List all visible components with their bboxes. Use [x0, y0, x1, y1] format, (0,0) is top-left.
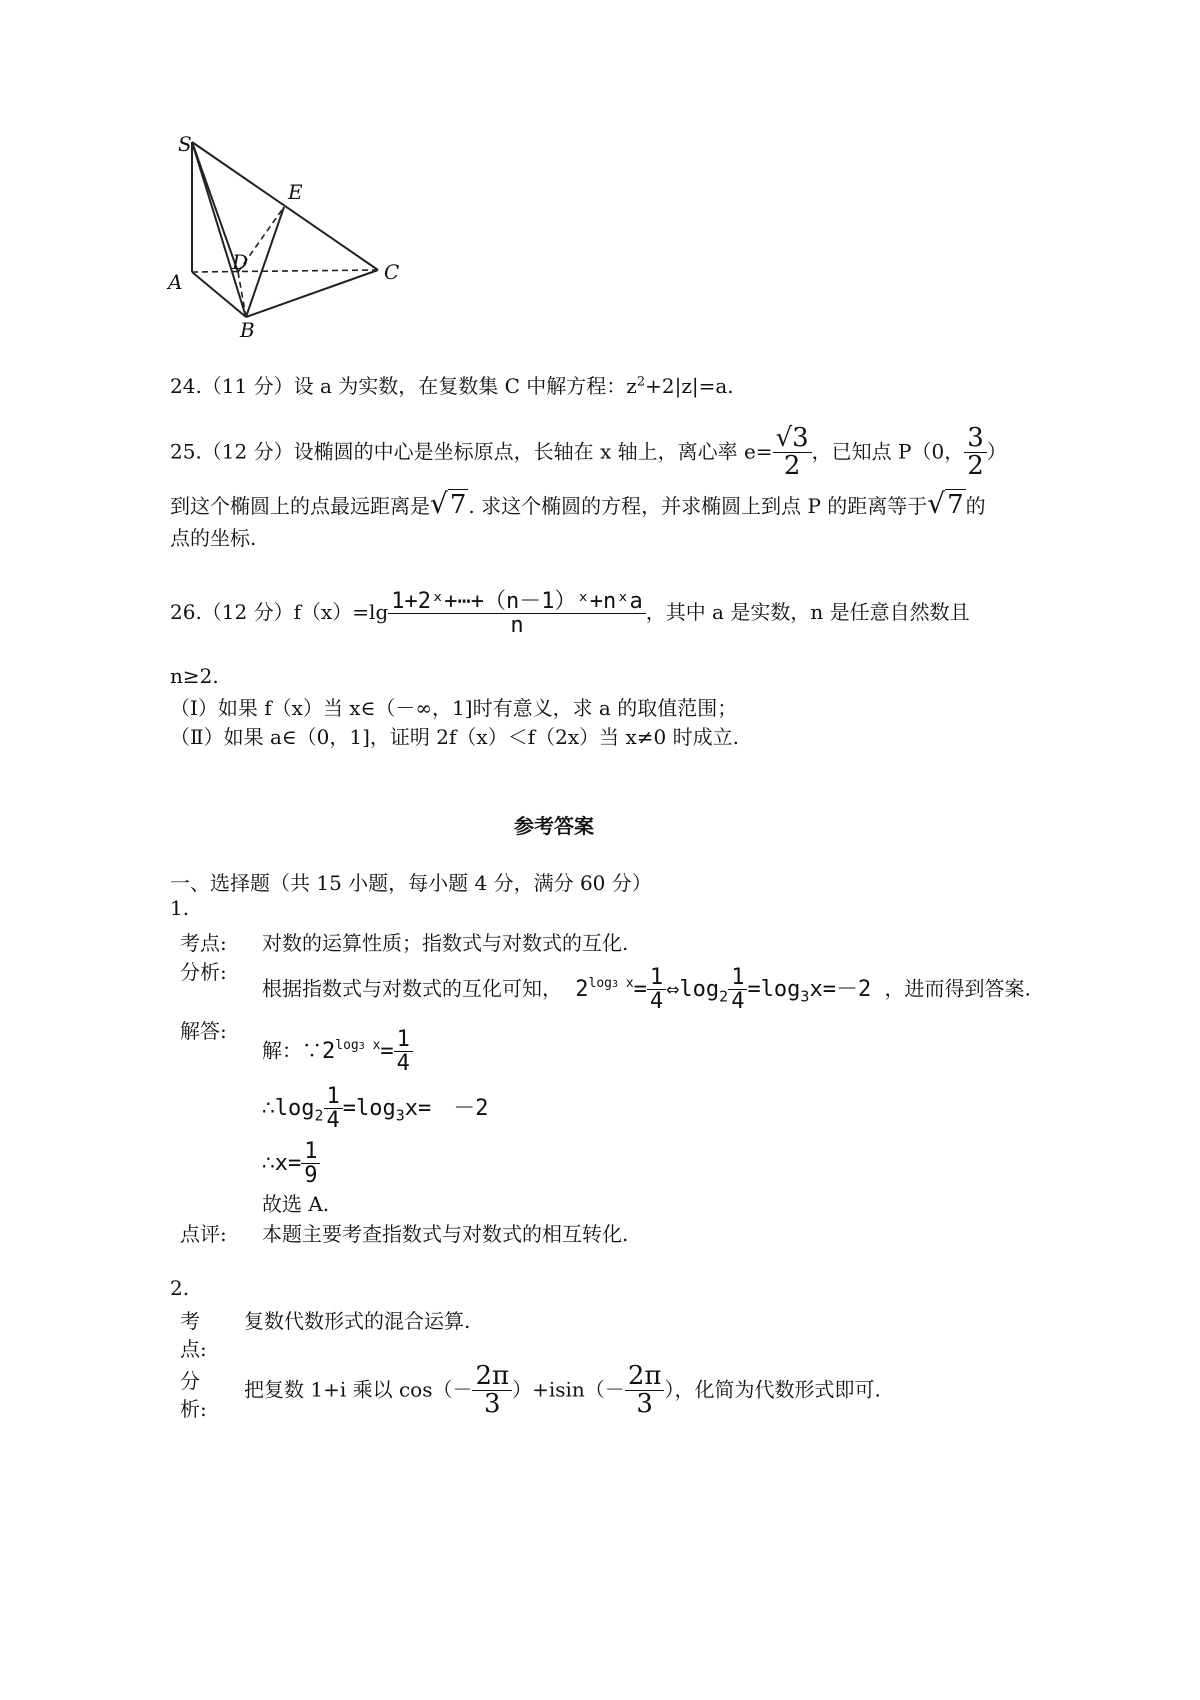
point-p-fraction: $\frac{3}{2}$ [964, 425, 987, 481]
answer-2-fen: 分 [180, 1369, 200, 1393]
step2-expression: $\log_2$ $\frac{1}{4}$ $=\log_3x=$ －2 [274, 1084, 489, 1134]
edge-bc [246, 270, 378, 317]
angle-fraction-1: $\frac{2\pi}{3}$ [472, 1363, 512, 1419]
angle-fraction-2: $\frac{2\pi}{3}$ [625, 1363, 665, 1419]
answer-1-number: 1. [170, 896, 190, 920]
answer-1-step4: 故选 A. [262, 1192, 330, 1216]
edge-ab [192, 272, 246, 317]
answers-title: 参考答案 [514, 814, 594, 838]
sqrt-seven-b: √7 [927, 487, 964, 520]
answer-1-dianping: 本题主要考查指数式与对数式的相互转化. [262, 1222, 629, 1246]
edge-sc [192, 142, 378, 270]
answer-1-kaodian-label: 考点: [180, 931, 227, 955]
question-26-part2: （Ⅱ）如果 a∈（0，1]，证明 2f（x）＜f（2x）当 x≠0 时成立. [170, 725, 739, 749]
answer-2-kaodian: 复数代数形式的混合运算. [244, 1309, 471, 1333]
question-26-line1: 26.（12 分）f（x）=lg $\frac{\text{1+2ˣ+⋯+（n－1）ˣ+nˣa}}{n}$ ，其中 a 是实数，n 是任意自然数且 [170, 589, 970, 639]
eccentricity-fraction: $\frac{√3}{2}$ [773, 425, 812, 481]
question-25-line2: 到这个椭圆上的点最远距离是√7 . 求这个椭圆的方程，并求椭圆上到点 P 的距离等于√7 的 [170, 487, 986, 520]
pyramid-figure [160, 130, 430, 345]
answer-1-step3: ∴x= $\frac{1}{9}$ [262, 1140, 320, 1187]
label-s: S [178, 132, 192, 156]
edge-be [246, 207, 284, 317]
function-fraction: $\frac{\text{1+2ˣ+⋯+（n－1）ˣ+nˣa}}{n}$ [388, 590, 645, 637]
dashed-ac [192, 270, 378, 272]
question-26-part1: （Ⅰ）如果 f（x）当 x∈（－∞，1]时有意义，求 a 的取值范围； [170, 696, 738, 720]
answer-2-number: 2. [170, 1276, 190, 1300]
answer-1-kaodian: 对数的运算性质；指数式与对数式的互化. [262, 931, 629, 955]
edge-sb [192, 142, 249, 317]
step1-expression: $2^{log3 x}=$ $\frac{1}{4}$ [322, 1039, 413, 1064]
sqrt-seven-a: √7 [430, 487, 467, 520]
answers-section-heading: 一、选择题（共 15 小题，每小题 4 分，满分 60 分） [170, 871, 652, 895]
question-26-line2: n≥2. [170, 664, 219, 688]
answer-1-dianping-label: 点评: [180, 1222, 227, 1246]
answer-2-kao: 考 [180, 1309, 200, 1333]
label-d: D [232, 250, 249, 274]
label-c: C [384, 260, 400, 284]
answer-2-fenxi: 把复数 1+i 乘以 cos（－ $\frac{2\pi}{3}$ ）+isin（－ $\frac{2\pi}{3}$ ），化简为代数形式即可. [244, 1361, 881, 1420]
label-b: B [240, 318, 255, 342]
answer-1-fenxi: 根据指数式与对数式的互化可知， $2^{log3 x}=$ $\frac{1}{4}$ $\Leftrightarrow\log_2$ $\frac{1}{4}$ $=\log_3x=-2$ ，进而得到答案. [262, 965, 1031, 1015]
question-25-line3: 点的坐标. [170, 526, 257, 550]
label-e: E [288, 180, 303, 204]
answer-1-step1: 解：$\because 2^{log3 x}=$ $\frac{1}{4}$ [262, 1028, 413, 1075]
answer-1-jieda-label: 解答: [180, 1019, 227, 1043]
answer-1-step2: $\therefore\log_2$ $\frac{1}{4}$ $=\log_3x=$ －2 [262, 1084, 489, 1134]
fenxi-expression: $2^{log3 x}=$ $\frac{1}{4}$ $\Leftrightarrow\log_2$ $\frac{1}{4}$ $=\log_3x=-2$ [575, 965, 872, 1015]
answer-1-fenxi-label: 分析: [180, 960, 227, 984]
label-a: A [168, 270, 183, 294]
question-25-line1: 25.（12 分）设椭圆的中心是坐标原点，长轴在 x 轴上，离心率 e= $\frac{√3}{2}$ ，已知点 P（0， $\frac{3}{2}$ ） [170, 423, 1007, 482]
question-24: 24.（11 分）设 a 为实数，在复数集 C 中解方程：$z^2+2|z|=a$. [170, 374, 734, 398]
answer-2-dian: 点: [180, 1337, 207, 1361]
step3-expression: x= $\frac{1}{9}$ [275, 1151, 321, 1176]
answer-2-xi: 析: [180, 1397, 207, 1421]
